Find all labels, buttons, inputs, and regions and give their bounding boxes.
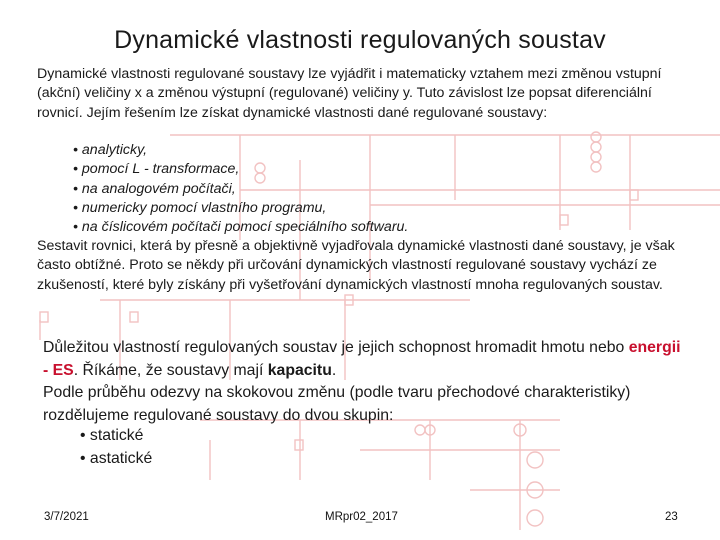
capacity-text-3: . <box>331 361 337 379</box>
intro-paragraph <box>37 65 687 123</box>
capacity-paragraph <box>43 337 683 427</box>
energy-highlight: energii - ES <box>43 339 681 379</box>
list-item: • pomocí L - transformace, <box>73 161 240 178</box>
variable-x: x <box>134 85 142 102</box>
intro-text-3: . Tuto závislost lze popsat diferenciální rovnicí. Jejím řešením lze získat dynamické vlastnosti dané regulované soustavy: <box>37 85 652 121</box>
system-types-list <box>80 425 152 470</box>
methods-list <box>73 141 408 237</box>
list-item: • numericky pomocí vlastního programu, <box>73 199 327 216</box>
footer-date: 3/7/2021 <box>44 511 89 523</box>
classification-text: Podle průběhu odezvy na skokovou změnu (podle tvaru přechodové charakteristiky) rozdělujeme regulované soustavy do dvou skupin: <box>43 384 631 424</box>
capacity-highlight: kapacitu <box>267 361 332 379</box>
list-item: • statické <box>80 427 144 444</box>
list-item: • na číslicovém počítači pomocí speciálního softwaru. <box>73 219 409 236</box>
slide-title: Dynamické vlastnosti regulovaných soustav <box>114 26 606 54</box>
list-item: • astatické <box>80 449 153 467</box>
capacity-text-2: . Říkáme, že soustavy mají <box>73 361 268 379</box>
experience-paragraph: Sestavit rovnici, která by přesně a objektivně vyjadřovala dynamické vlastnosti dané soustavy, je však často obtížné. Proto se někdy při určování dynamických vlastností regulované soustavy vychází ze zkušeností, které byly získány při vyšetřování dynamických vlastností mnoha regulovaných soustav. <box>37 238 675 293</box>
page-number: 23 <box>665 511 678 523</box>
capacity-text-1: Důležitou vlastností regulovaných soustav je jejich schopnost hromadit hmotu nebo <box>43 339 629 356</box>
intro-text-1: Dynamické vlastnosti regulované soustavy lze vyjádřit i matematicky vztahem mezi změnou vstupní (akční) veličiny <box>37 66 662 102</box>
list-item: • analyticky, <box>73 142 148 158</box>
footer-center-label: MRpr02_2017 <box>325 511 398 523</box>
list-item: • na analogovém počítači, <box>73 180 236 197</box>
variable-y: y <box>402 85 409 102</box>
intro-text-2: a změnou výstupní (regulované) veličiny <box>141 85 403 102</box>
